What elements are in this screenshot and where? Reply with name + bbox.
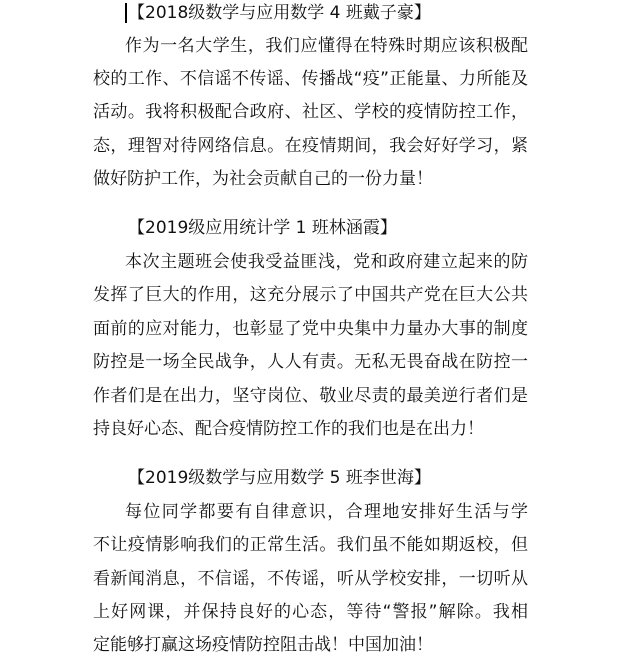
paragraph-line: 校的工作、不信谣不传谣、传播战“疫”正能量、力所能及 [93, 69, 528, 89]
paragraph-line: 本次主题班会使我受益匪浅，党和政府建立起来的防 [125, 252, 528, 272]
paragraph-line: 不让疫情影响我们的正常生活。我们虽不能如期返校，但 [93, 535, 528, 555]
section-heading: 【2019级应用统计学 1 班林涵霞】 [128, 218, 397, 238]
paragraph-line: 防控是一场全民战争，人人有责。无私无畏奋战在防控一 [93, 352, 528, 372]
paragraph-line: 持良好心态、配合疫情防控工作的我们也是在出力！ [93, 419, 484, 439]
section-heading: 【2019级数学与应用数学 5 班李世海】 [128, 468, 431, 488]
text-cursor [125, 3, 127, 23]
paragraph-line: 每位同学都要有自律意识，合理地安排好生活与学 [125, 502, 528, 522]
paragraph-line: 面前的应对能力，也彰显了党中央集中力量办大事的制度 [93, 319, 528, 339]
paragraph-line: 做好防护工作，为社会贡献自己的一份力量！ [93, 169, 433, 189]
paragraph-line: 作者们是在出力，坚守岗位、敬业尽责的最美逆行者们是 [93, 386, 528, 406]
section-heading: 【2018级数学与应用数学 4 班戴子豪】 [128, 3, 431, 23]
paragraph-line: 活动。我将积极配合政府、社区、学校的疫情防控工作， [93, 102, 528, 122]
paragraph-line: 态，理智对待网络信息。在疫情期间，我会好好学习，紧 [93, 136, 528, 156]
paragraph-line: 看新闻消息，不信谣，不传谣，听从学校安排，一切听从 [93, 569, 528, 589]
paragraph-line: 上好网课，并保持良好的心态，等待“警报”解除。我相 [93, 602, 528, 622]
paragraph-line: 定能够打赢这场疫情防控阻击战！中国加油！ [93, 635, 433, 655]
paragraph-line: 发挥了巨大的作用，这充分展示了中国共产党在巨大公共 [93, 285, 528, 305]
paragraph-line: 作为一名大学生，我们应懂得在特殊时期应该积极配 [125, 36, 528, 56]
